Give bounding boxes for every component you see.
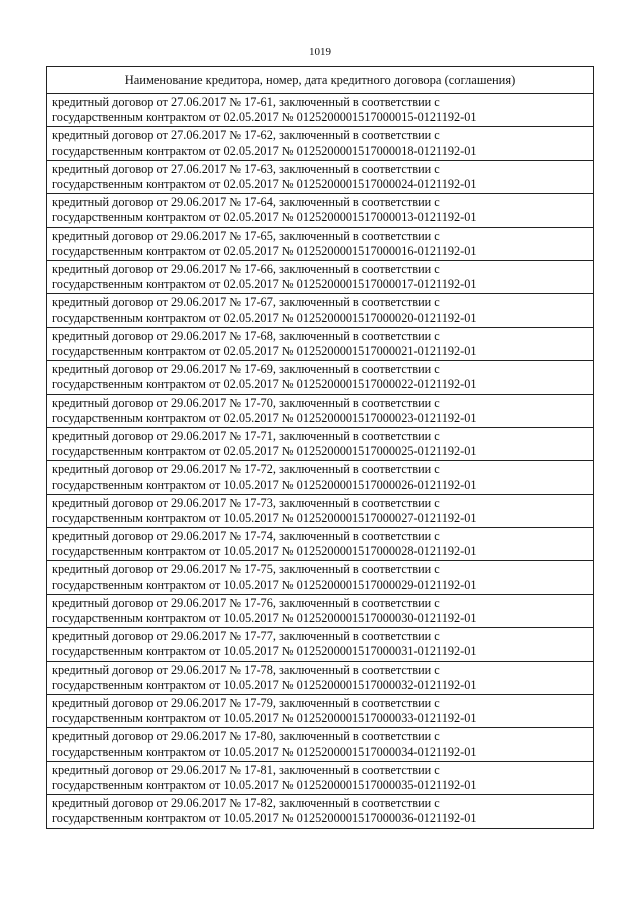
table-row bbox=[47, 160, 594, 193]
creditor-cell bbox=[47, 728, 594, 761]
creditor-table bbox=[46, 66, 594, 829]
table-row bbox=[47, 361, 594, 394]
table-row bbox=[47, 561, 594, 594]
table-row bbox=[47, 795, 594, 828]
creditor-cell bbox=[47, 661, 594, 694]
state-contract-text: государственным контрактом от 02.05.2017 № 0125200001517000015-0121192-01 bbox=[52, 110, 477, 125]
state-contract-text: государственным контрактом от 10.05.2017 № 0125200001517000028-0121192-01 bbox=[52, 544, 477, 559]
creditor-cell bbox=[47, 695, 594, 728]
state-contract-text: государственным контрактом от 02.05.2017 № 0125200001517000013-0121192-01 bbox=[52, 210, 477, 225]
creditor-cell bbox=[47, 194, 594, 227]
creditor-cell bbox=[47, 294, 594, 327]
creditor-cell bbox=[47, 528, 594, 561]
state-contract-text: государственным контрактом от 10.05.2017 № 0125200001517000027-0121192-01 bbox=[52, 510, 477, 525]
credit-agreement-text: кредитный договор от 29.06.2017 № 17-74, заключенный в соответствии с bbox=[52, 529, 440, 544]
creditor-cell bbox=[47, 494, 594, 527]
credit-agreement-text: кредитный договор от 29.06.2017 № 17-77, заключенный в соответствии с bbox=[52, 629, 440, 644]
state-contract-text: государственным контрактом от 02.05.2017 № 0125200001517000021-0121192-01 bbox=[52, 343, 477, 358]
creditor-cell bbox=[47, 361, 594, 394]
credit-agreement-text: кредитный договор от 29.06.2017 № 17-73, заключенный в соответствии с bbox=[52, 495, 440, 510]
creditor-cell bbox=[47, 461, 594, 494]
state-contract-text: государственным контрактом от 10.05.2017 № 0125200001517000029-0121192-01 bbox=[52, 577, 477, 592]
credit-agreement-text: кредитный договор от 29.06.2017 № 17-75, заключенный в соответствии с bbox=[52, 562, 440, 577]
state-contract-text: государственным контрактом от 10.05.2017 № 0125200001517000036-0121192-01 bbox=[52, 811, 477, 826]
table-row bbox=[47, 260, 594, 293]
state-contract-text: государственным контрактом от 02.05.2017 № 0125200001517000022-0121192-01 bbox=[52, 377, 477, 392]
creditor-cell bbox=[47, 227, 594, 260]
credit-agreement-text: кредитный договор от 29.06.2017 № 17-82, заключенный в соответствии с bbox=[52, 796, 440, 811]
state-contract-text: государственным контрактом от 02.05.2017 № 0125200001517000017-0121192-01 bbox=[52, 277, 477, 292]
table-row bbox=[47, 661, 594, 694]
credit-agreement-text: кредитный договор от 29.06.2017 № 17-70, заключенный в соответствии с bbox=[52, 395, 440, 410]
state-contract-text: государственным контрактом от 02.05.2017 № 0125200001517000025-0121192-01 bbox=[52, 444, 477, 459]
state-contract-text: государственным контрактом от 02.05.2017 № 0125200001517000018-0121192-01 bbox=[52, 143, 477, 158]
state-contract-text: государственным контрактом от 10.05.2017 № 0125200001517000031-0121192-01 bbox=[52, 644, 477, 659]
state-contract-text: государственным контрактом от 02.05.2017 № 0125200001517000016-0121192-01 bbox=[52, 243, 477, 258]
state-contract-text: государственным контрактом от 10.05.2017 № 0125200001517000033-0121192-01 bbox=[52, 711, 477, 726]
table-row bbox=[47, 761, 594, 794]
creditor-cell bbox=[47, 427, 594, 460]
table-row bbox=[47, 628, 594, 661]
state-contract-text: государственным контрактом от 10.05.2017 № 0125200001517000034-0121192-01 bbox=[52, 744, 477, 759]
credit-agreement-text: кредитный договор от 29.06.2017 № 17-78, заключенный в соответствии с bbox=[52, 662, 440, 677]
table-row bbox=[47, 327, 594, 360]
table-row bbox=[47, 494, 594, 527]
table-header-row bbox=[47, 67, 594, 94]
credit-agreement-text: кредитный договор от 29.06.2017 № 17-69, заключенный в соответствии с bbox=[52, 362, 440, 377]
credit-agreement-text: кредитный договор от 29.06.2017 № 17-68, заключенный в соответствии с bbox=[52, 328, 440, 343]
table-row bbox=[47, 194, 594, 227]
table-row bbox=[47, 594, 594, 627]
creditor-cell bbox=[47, 260, 594, 293]
credit-agreement-text: кредитный договор от 29.06.2017 № 17-71, заключенный в соответствии с bbox=[52, 428, 440, 443]
table-row bbox=[47, 94, 594, 127]
table-row bbox=[47, 394, 594, 427]
credit-agreement-text: кредитный договор от 29.06.2017 № 17-64, заключенный в соответствии с bbox=[52, 195, 440, 210]
creditor-cell bbox=[47, 160, 594, 193]
page-number: 1019 bbox=[309, 46, 331, 58]
credit-agreement-text: кредитный договор от 29.06.2017 № 17-80, заключенный в соответствии с bbox=[52, 729, 440, 744]
creditor-cell bbox=[47, 628, 594, 661]
creditor-cell bbox=[47, 561, 594, 594]
credit-agreement-text: кредитный договор от 27.06.2017 № 17-63, заключенный в соответствии с bbox=[52, 161, 440, 176]
state-contract-text: государственным контрактом от 02.05.2017 № 0125200001517000020-0121192-01 bbox=[52, 310, 477, 325]
credit-agreement-text: кредитный договор от 29.06.2017 № 17-65, заключенный в соответствии с bbox=[52, 228, 440, 243]
table-row bbox=[47, 294, 594, 327]
state-contract-text: государственным контрактом от 02.05.2017 № 0125200001517000024-0121192-01 bbox=[52, 176, 477, 191]
creditor-cell bbox=[47, 761, 594, 794]
state-contract-text: государственным контрактом от 02.05.2017 № 0125200001517000023-0121192-01 bbox=[52, 410, 477, 425]
creditor-cell bbox=[47, 795, 594, 828]
credit-agreement-text: кредитный договор от 27.06.2017 № 17-62, заключенный в соответствии с bbox=[52, 128, 440, 143]
state-contract-text: государственным контрактом от 10.05.2017 № 0125200001517000026-0121192-01 bbox=[52, 477, 477, 492]
credit-agreement-text: кредитный договор от 29.06.2017 № 17-81, заключенный в соответствии с bbox=[52, 762, 440, 777]
credit-agreement-text: кредитный договор от 29.06.2017 № 17-79, заключенный в соответствии с bbox=[52, 696, 440, 711]
table-row bbox=[47, 695, 594, 728]
table-body bbox=[47, 94, 594, 829]
state-contract-text: государственным контрактом от 10.05.2017 № 0125200001517000030-0121192-01 bbox=[52, 611, 477, 626]
table-row bbox=[47, 461, 594, 494]
creditor-cell bbox=[47, 327, 594, 360]
table-row bbox=[47, 227, 594, 260]
creditor-cell bbox=[47, 94, 594, 127]
creditor-cell bbox=[47, 394, 594, 427]
credit-agreement-text: кредитный договор от 29.06.2017 № 17-72, заключенный в соответствии с bbox=[52, 462, 440, 477]
state-contract-text: государственным контрактом от 10.05.2017 № 0125200001517000032-0121192-01 bbox=[52, 677, 477, 692]
table-row bbox=[47, 127, 594, 160]
creditor-cell bbox=[47, 594, 594, 627]
creditor-cell bbox=[47, 127, 594, 160]
credit-agreement-text: кредитный договор от 29.06.2017 № 17-66, заключенный в соответствии с bbox=[52, 261, 440, 276]
state-contract-text: государственным контрактом от 10.05.2017 № 0125200001517000035-0121192-01 bbox=[52, 778, 477, 793]
credit-agreement-text: кредитный договор от 29.06.2017 № 17-76, заключенный в соответствии с bbox=[52, 595, 440, 610]
table-row bbox=[47, 427, 594, 460]
table-row bbox=[47, 728, 594, 761]
credit-agreement-text: кредитный договор от 27.06.2017 № 17-61, заключенный в соответствии с bbox=[52, 95, 440, 109]
column-header-creditor: Наименование кредитора, номер, дата кредитного договора (соглашения) bbox=[47, 67, 594, 94]
credit-agreement-text: кредитный договор от 29.06.2017 № 17-67, заключенный в соответствии с bbox=[52, 295, 440, 310]
table-row bbox=[47, 528, 594, 561]
